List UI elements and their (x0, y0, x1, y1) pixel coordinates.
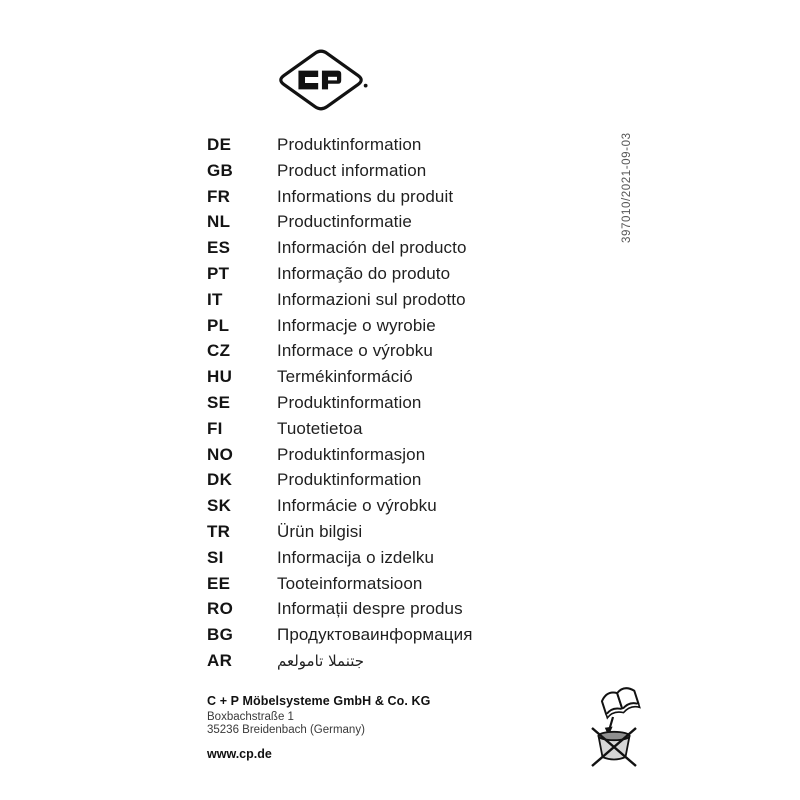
language-row (207, 390, 473, 416)
company-name: C + P Möbelsysteme GmbH & Co. KG (207, 694, 431, 708)
language-code: BG (207, 625, 234, 645)
language-row (207, 442, 473, 468)
language-code: ES (207, 238, 231, 258)
language-code: FR (207, 186, 231, 206)
language-code: RO (207, 599, 234, 619)
language-row (207, 622, 473, 648)
language-code: DK (207, 470, 233, 490)
language-code: FI (207, 418, 223, 438)
language-label: Product information (277, 160, 427, 180)
cp-diamond-logo-svg (274, 42, 368, 118)
language-code: PT (207, 263, 230, 283)
language-label: Informação do produto (277, 263, 451, 283)
language-row (207, 545, 473, 571)
language-code: EE (207, 573, 231, 593)
language-code: AR (207, 650, 233, 670)
language-label: Termékinformáció (277, 367, 413, 387)
language-label: Produktinformasjon (277, 444, 426, 464)
language-code: CZ (207, 341, 231, 361)
language-row (207, 209, 473, 235)
language-label: Produktinformation (277, 392, 422, 412)
footer (207, 694, 431, 761)
language-row (207, 416, 473, 442)
do-not-discard-manual-icon (583, 682, 653, 774)
document-number: 397010/2021-09-03 (621, 132, 633, 243)
language-label: Tooteinformatsioon (277, 573, 423, 593)
language-row (207, 184, 473, 210)
language-label: Ürün bilgisi (277, 521, 363, 541)
address-street: Boxbachstraße 1 (207, 711, 294, 723)
language-code: PL (207, 315, 230, 335)
language-label: Informace o výrobku (277, 341, 433, 361)
language-label: Informații despre produs (277, 599, 463, 619)
language-row (207, 519, 473, 545)
language-label: Informacija o izdelku (277, 547, 435, 567)
language-row (207, 648, 473, 674)
language-label: Продуктоваинформация (277, 625, 473, 645)
language-code: HU (207, 367, 233, 387)
language-code: NL (207, 212, 231, 232)
language-row (207, 571, 473, 597)
language-row (207, 132, 473, 158)
language-row (207, 261, 473, 287)
language-row (207, 287, 473, 313)
language-row (207, 596, 473, 622)
disposal-icon-svg (583, 682, 653, 774)
language-row (207, 467, 473, 493)
language-label: Informácie o výrobku (277, 496, 437, 516)
language-list (207, 132, 473, 674)
language-label: Productinformatie (277, 212, 412, 232)
book-icon (600, 686, 639, 718)
cp-diamond-logo (274, 42, 368, 118)
language-label: Produktinformation (277, 135, 422, 154)
language-row (207, 338, 473, 364)
language-label: Produktinformation (277, 470, 422, 490)
language-label: Información del producto (277, 238, 467, 258)
language-code: DE (207, 135, 232, 154)
language-label: معلومات المنتج (277, 651, 365, 670)
language-row (207, 235, 473, 261)
language-code: TR (207, 521, 231, 541)
language-label: Tuotetietoa (277, 418, 363, 438)
language-row (207, 364, 473, 390)
address-city: 35236 Breidenbach (Germany) (207, 723, 365, 736)
language-row (207, 313, 473, 339)
language-code: SI (207, 547, 224, 567)
website-url: www.cp.de (207, 747, 272, 761)
language-label: Informations du produit (277, 186, 454, 206)
language-code: GB (207, 160, 234, 180)
language-code: SK (207, 496, 232, 516)
language-code: SE (207, 392, 231, 412)
language-label: Informazioni sul prodotto (277, 289, 466, 309)
language-label: Informacje o wyrobie (277, 315, 436, 335)
language-row (207, 493, 473, 519)
language-code: NO (207, 444, 234, 464)
language-row (207, 158, 473, 184)
language-code: IT (207, 289, 223, 309)
